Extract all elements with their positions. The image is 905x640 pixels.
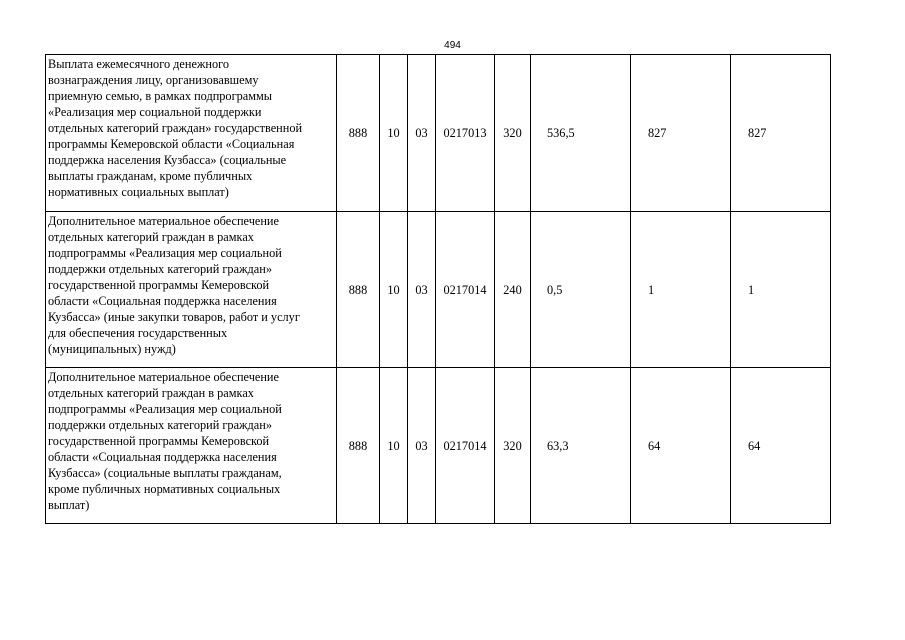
cell-amount-1: 0,5: [531, 212, 631, 368]
page-number: 494: [444, 40, 461, 51]
cell-target-article: 0217014: [436, 212, 495, 368]
cell-amount-1: 63,3: [531, 368, 631, 524]
cell-amount-3: 64: [731, 368, 831, 524]
cell-expense-type: 320: [495, 368, 531, 524]
cell-amount-2: 827: [631, 55, 731, 212]
cell-target-article: 0217013: [436, 55, 495, 212]
cell-amount-1: 536,5: [531, 55, 631, 212]
cell-target-article: 0217014: [436, 368, 495, 524]
cell-amount-3: 827: [731, 55, 831, 212]
row-description: Выплата ежемесячного денежного вознаграждения лицу, организовавшему приемную семью, в рамках подпрограммы «Реализация мер социальной поддержки отдельных категорий граждан» государственной программы Кемеровской области «Социальная поддержка населения Кузбасса» (социальные выплаты гражданам, кроме публичных нормативных социальных выплат): [46, 55, 337, 212]
table-row: [46, 212, 831, 368]
cell-amount-2: 1: [631, 212, 731, 368]
budget-table: [45, 54, 831, 524]
cell-ved: 888: [337, 212, 380, 368]
table-row: [46, 368, 831, 524]
cell-subsection: 03: [408, 212, 436, 368]
cell-expense-type: 320: [495, 55, 531, 212]
cell-ved: 888: [337, 55, 380, 212]
table-row: [46, 55, 831, 212]
cell-section: 10: [380, 55, 408, 212]
cell-section: 10: [380, 212, 408, 368]
row-description: Дополнительное материальное обеспечение отдельных категорий граждан в рамках подпрограммы «Реализация мер социальной поддержки отдельных категорий граждан» государственной программы Кемеровской области «Социальная поддержка населения Кузбасса» (социальные выплаты гражданам, кроме публичных нормативных социальных выплат): [46, 368, 337, 524]
cell-amount-2: 64: [631, 368, 731, 524]
cell-subsection: 03: [408, 368, 436, 524]
cell-section: 10: [380, 368, 408, 524]
cell-expense-type: 240: [495, 212, 531, 368]
cell-ved: 888: [337, 368, 380, 524]
cell-subsection: 03: [408, 55, 436, 212]
row-description: Дополнительное материальное обеспечение отдельных категорий граждан в рамках подпрограммы «Реализация мер социальной поддержки отдельных категорий граждан» государственной программы Кемеровской области «Социальная поддержка населения Кузбасса» (иные закупки товаров, работ и услуг для обеспечения государственных (муниципальных) нужд): [46, 212, 337, 368]
cell-amount-3: 1: [731, 212, 831, 368]
